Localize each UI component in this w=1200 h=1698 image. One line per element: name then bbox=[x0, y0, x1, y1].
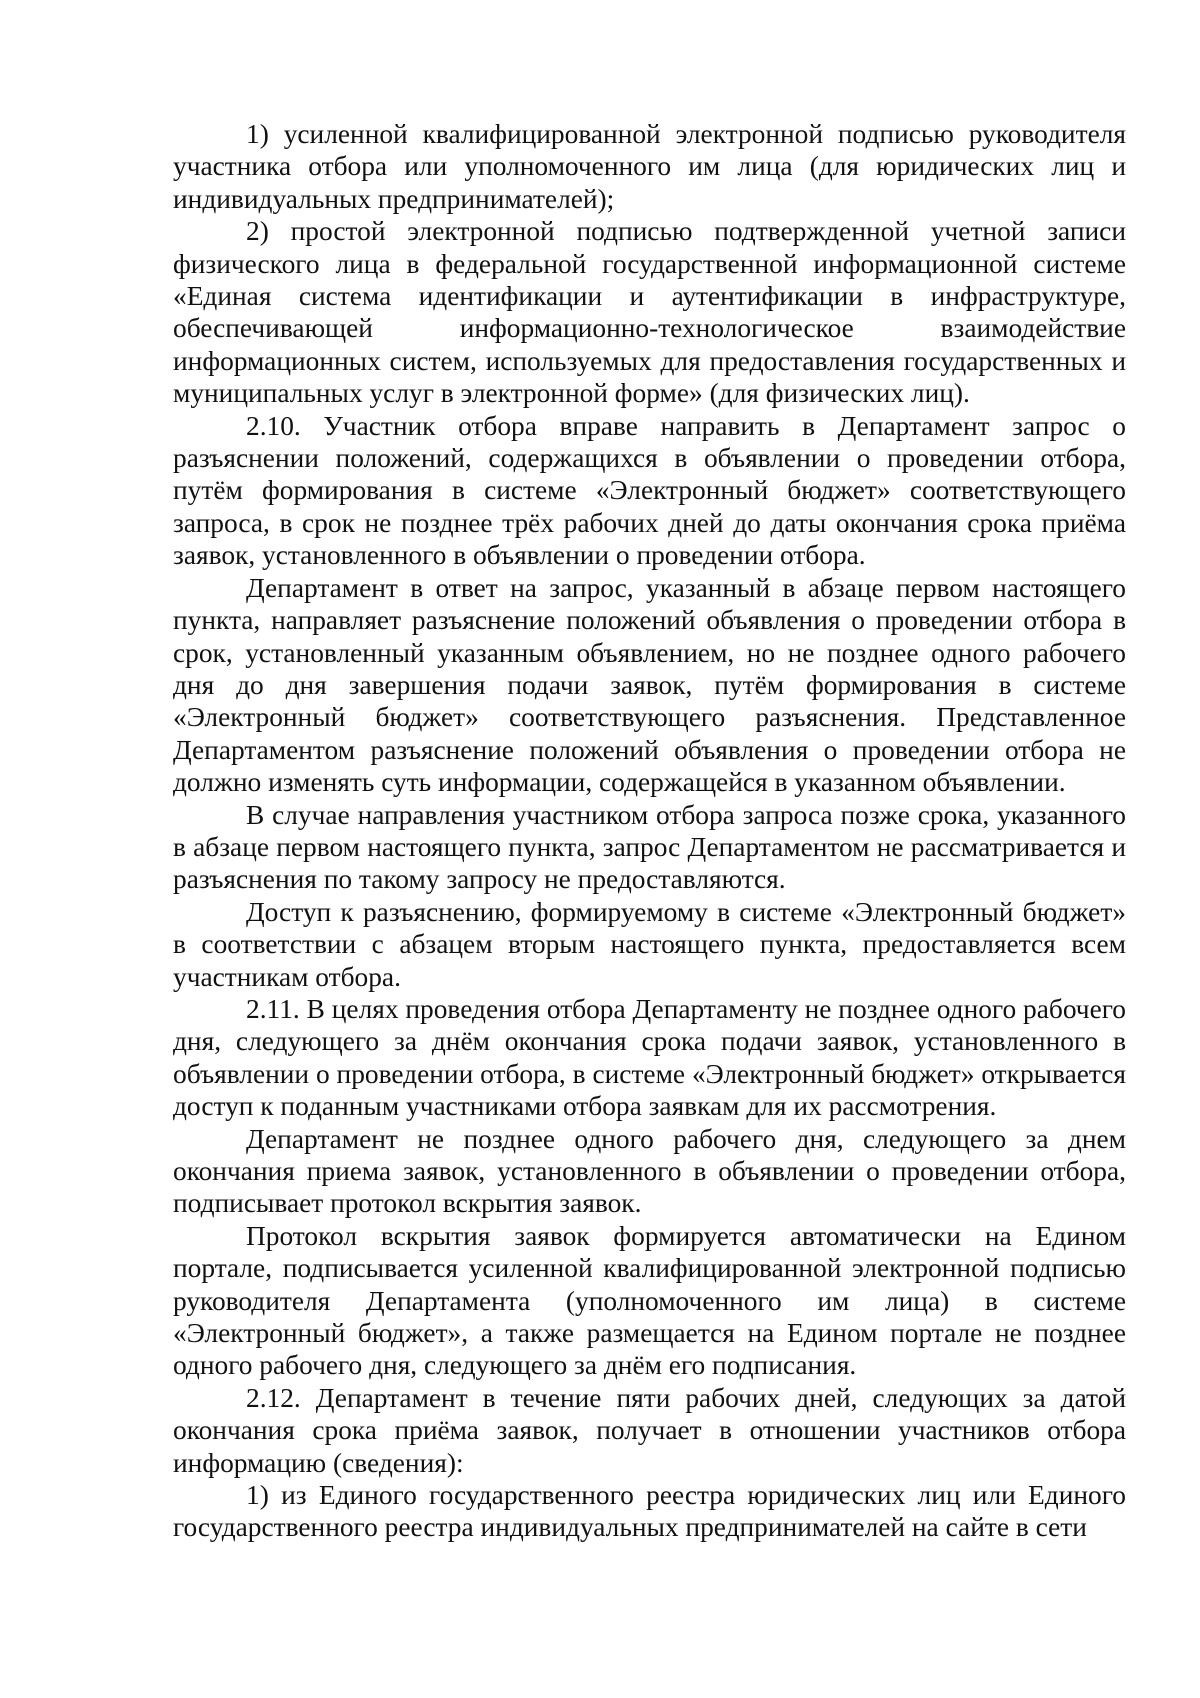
paragraph-access-clarification: Доступ к разъяснению, формируемому в системе «Электронный бюджет» в соответствии с абзацем вторым настоящего пункта, предоставляется всем участникам отбора. bbox=[173, 896, 1126, 992]
paragraph-opening-protocol-signing: Департамент не позднее одного рабочего дня, следующего за днем окончания приема заявок, установленного в объявлении о проведении отбора, подписывает протокол вскрытия заявок. bbox=[173, 1123, 1126, 1219]
paragraph-opening-protocol-formation: Протокол вскрытия заявок формируется автоматически на Едином портале, подписывается усиленной квалифицированной электронной подписью руководителя Департамента (уполномоченного им лица) в системе «Электронный бюджет», а также размещается на Едином портале не позднее одного рабочего дня, следующего за днём его подписания. bbox=[173, 1220, 1126, 1381]
paragraph-registry-info: 1) из Единого государственного реестра юридических лиц или Единого государственного реестра индивидуальных предпринимателей на сайте в сети bbox=[173, 1480, 1126, 1543]
paragraph-late-request: В случае направления участником отбора запроса позже срока, указанного в абзаце первом настоящего пункта, запрос Департаментом не рассматривается и разъяснения по такому запросу не предоставляются. bbox=[173, 799, 1126, 895]
paragraph-2-10: 2.10. Участник отбора вправе направить в Департамент запрос о разъяснении положений, содержащихся в объявлении о проведении отбора, путём формирования в системе «Электронный бюджет» соответствующего запроса, в срок не позднее трёх рабочих дней до даты окончания срока приёма заявок, установленного в объявлении о проведении отбора. bbox=[173, 410, 1126, 571]
paragraph-signature-qualified: 1) усиленной квалифицированной электронной подписью руководителя участника отбора или уполномоченного им лица (для юридических лиц и индивидуальных предпринимателей); bbox=[173, 119, 1126, 214]
paragraph-signature-simple: 2) простой электронной подписью подтвержденной учетной записи физического лица в федеральной государственной информационной системе «Единая система идентификации и аутентификации в инфраструктуре, обеспечивающей информационно-технологическое взаимодействие информационных систем, используемых для предоставления государственных и муниципальных услуг в электронной форме» (для физических лиц). bbox=[173, 216, 1126, 409]
paragraph-2-12: 2.12. Департамент в течение пяти рабочих дней, следующих за датой окончания срока приёма заявок, получает в отношении участников отбора информацию (сведения): bbox=[173, 1382, 1126, 1478]
paragraph-department-response: Департамент в ответ на запрос, указанный в абзаце первом настоящего пункта, направляет разъяснение положений объявления о проведении отбора в срок, установленный указанным объявлением, но не позднее одного рабочего дня до дня завершения подачи заявок, путём формирования в системе «Электронный бюджет» соответствующего разъяснения. Представленное Департаментом разъяснение положений объявления о проведении отбора не должно изменять суть информации, содержащейся в указанном объявлении. bbox=[173, 572, 1126, 798]
paragraph-2-11: 2.11. В целях проведения отбора Департаменту не позднее одного рабочего дня, следующего за днём окончания срока подачи заявок, установленного в объявлении о проведении отбора, в системе «Электронный бюджет» открывается доступ к поданным участниками отбора заявкам для их рассмотрения. bbox=[173, 993, 1126, 1122]
document-body bbox=[173, 118, 1126, 1544]
